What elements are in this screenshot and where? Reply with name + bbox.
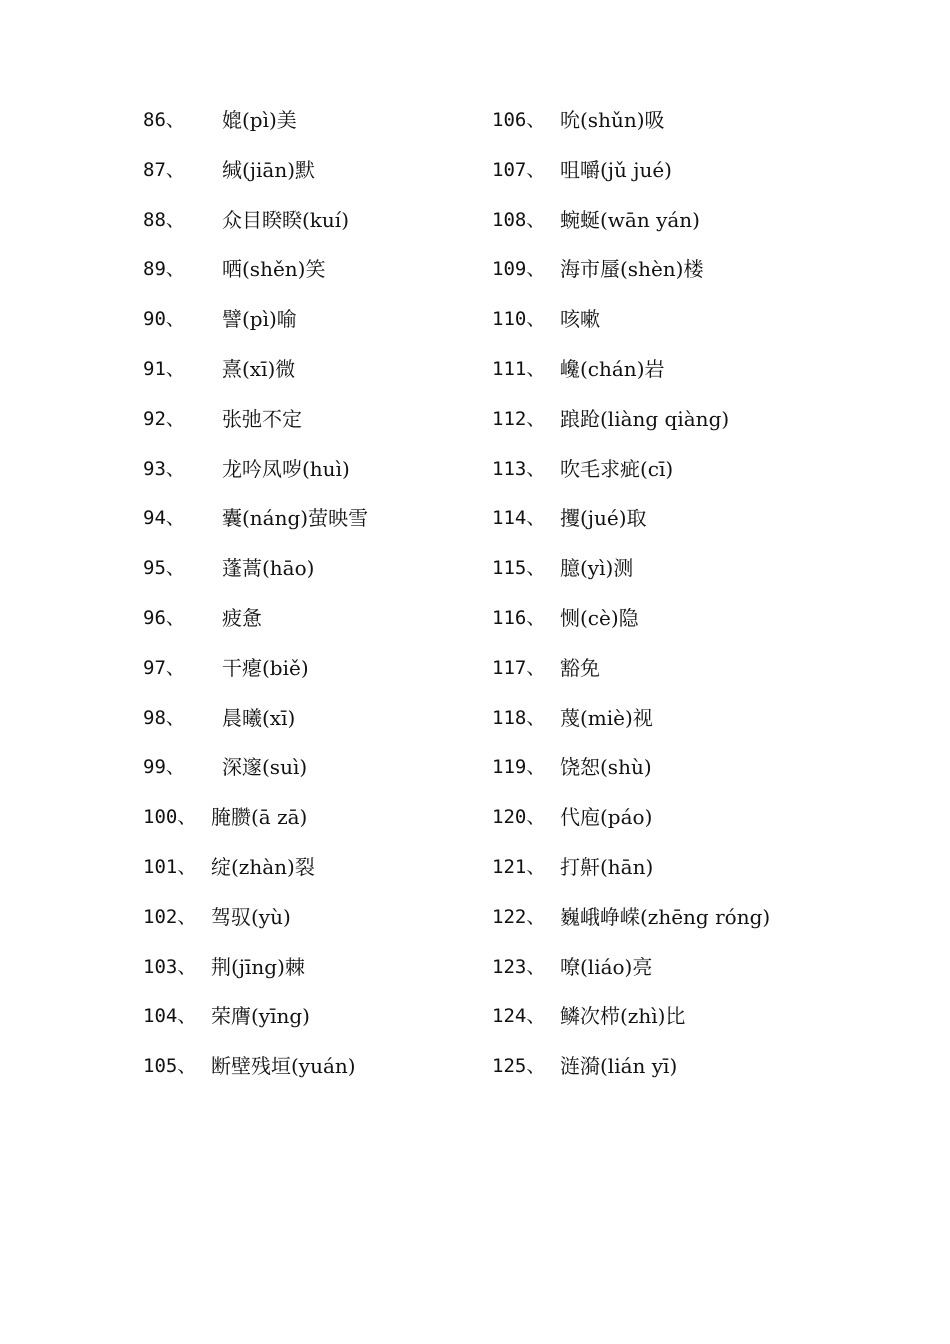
vocabulary-list-left	[143, 102, 473, 1098]
entry-number: 118、	[492, 706, 546, 729]
vocabulary-entry	[492, 152, 912, 202]
entry-text: 绽(zhàn)裂	[211, 854, 315, 879]
vocabulary-entry	[143, 351, 473, 401]
vocabulary-entry	[143, 600, 473, 650]
vocabulary-entry	[492, 749, 912, 799]
vocabulary-entry	[143, 301, 473, 351]
entry-text: 干瘪(biě)	[222, 655, 309, 680]
entry-text: 晨曦(xī)	[222, 705, 296, 730]
vocabulary-entry	[492, 351, 912, 401]
vocabulary-entry	[143, 998, 473, 1048]
entry-text: 众目睽睽(kuí)	[222, 207, 350, 232]
entry-text: 饶恕(shù)	[560, 755, 652, 780]
entry-text: 熹(xī)微	[222, 356, 296, 381]
entry-text: 龙吟凤哕(huì)	[222, 456, 350, 481]
entry-number: 95、	[143, 557, 185, 580]
entry-number: 124、	[492, 1005, 546, 1028]
vocabulary-entry	[143, 451, 473, 501]
entry-text: 鳞次栉(zhì)比	[560, 1004, 686, 1029]
entry-number: 94、	[143, 507, 185, 530]
vocabulary-entry	[143, 650, 473, 700]
entry-text: 媲(pì)美	[222, 108, 297, 132]
entry-number: 104、	[143, 1005, 197, 1028]
entry-number: 111、	[492, 357, 546, 380]
entry-text: 攫(jué)取	[560, 506, 647, 531]
entry-number: 121、	[492, 855, 546, 878]
entry-number: 91、	[143, 357, 185, 380]
vocabulary-entry	[492, 550, 912, 600]
vocabulary-entry	[492, 451, 912, 501]
entry-number: 119、	[492, 756, 546, 779]
vocabulary-entry	[492, 650, 912, 700]
vocabulary-entry	[143, 152, 473, 202]
entry-number: 123、	[492, 955, 546, 978]
vocabulary-entry	[143, 550, 473, 600]
vocabulary-entry	[143, 202, 473, 252]
entry-number: 97、	[143, 656, 185, 679]
entry-number: 106、	[492, 109, 546, 131]
entry-number: 99、	[143, 756, 185, 779]
entry-text: 咳嗽	[560, 307, 600, 332]
entry-text: 吹毛求疵(cī)	[560, 456, 674, 481]
entry-number: 89、	[143, 258, 185, 281]
entry-text: 断壁残垣(yuán)	[211, 1054, 356, 1079]
vocabulary-entry	[143, 1048, 473, 1098]
entry-text: 哂(shěn)笑	[222, 257, 326, 282]
entry-number: 105、	[143, 1055, 197, 1078]
entry-text: 海市蜃(shèn)楼	[560, 257, 704, 282]
entry-text: 蔑(miè)视	[560, 705, 653, 730]
entry-text: 恻(cè)隐	[560, 605, 639, 630]
entry-number: 101、	[143, 855, 197, 878]
entry-number: 100、	[143, 806, 197, 829]
vocabulary-entry	[492, 301, 912, 351]
vocabulary-entry	[143, 401, 473, 451]
vocabulary-entry	[143, 849, 473, 899]
entry-number: 87、	[143, 158, 185, 181]
vocabulary-entry	[143, 251, 473, 301]
entry-number: 113、	[492, 457, 546, 480]
entry-text: 打鼾(hān)	[560, 854, 654, 879]
entry-number: 90、	[143, 308, 185, 331]
entry-text: 臆(yì)测	[560, 556, 634, 581]
entry-number: 108、	[492, 208, 546, 231]
entry-text: 巉(chán)岩	[560, 356, 665, 381]
entry-text: 蓬蒿(hāo)	[222, 556, 315, 581]
vocabulary-entry	[143, 102, 473, 152]
vocabulary-entry	[492, 949, 912, 999]
vocabulary-entry	[492, 401, 912, 451]
vocabulary-entry	[492, 700, 912, 750]
entry-text: 涟漪(lián yī)	[560, 1054, 678, 1079]
entry-number: 114、	[492, 507, 546, 530]
entry-number: 120、	[492, 806, 546, 829]
entry-number: 98、	[143, 706, 185, 729]
vocabulary-entry	[492, 899, 912, 949]
vocabulary-entry	[143, 749, 473, 799]
entry-text: 代庖(páo)	[560, 805, 653, 830]
entry-text: 咀嚼(jǔ jué)	[560, 157, 672, 182]
vocabulary-entry	[143, 949, 473, 999]
entry-number: 96、	[143, 606, 185, 629]
entry-number: 107、	[492, 158, 546, 181]
entry-number: 122、	[492, 905, 546, 928]
vocabulary-entry	[492, 202, 912, 252]
vocabulary-entry	[492, 102, 912, 152]
vocabulary-entry	[492, 1048, 912, 1098]
entry-text: 荆(jīng)棘	[211, 954, 305, 979]
entry-text: 缄(jiān)默	[222, 157, 316, 182]
entry-number: 110、	[492, 308, 546, 331]
entry-text: 囊(náng)萤映雪	[222, 506, 369, 531]
entry-text: 譬(pì)喻	[222, 307, 297, 332]
entry-number: 88、	[143, 208, 185, 231]
entry-text: 疲惫	[222, 605, 262, 630]
entry-text: 荣膺(yīng)	[211, 1004, 310, 1029]
entry-text: 嘹(liáo)亮	[560, 954, 653, 979]
entry-number: 112、	[492, 407, 546, 430]
vocabulary-entry	[492, 600, 912, 650]
entry-text: 蜿蜒(wān yán)	[560, 207, 700, 232]
vocabulary-entry	[143, 500, 473, 550]
vocabulary-entry	[492, 998, 912, 1048]
entry-number: 116、	[492, 606, 546, 629]
vocabulary-list-right	[492, 102, 912, 1098]
entry-number: 92、	[143, 407, 185, 430]
entry-number: 115、	[492, 557, 546, 580]
vocabulary-entry	[143, 700, 473, 750]
vocabulary-entry	[492, 251, 912, 301]
entry-number: 125、	[492, 1055, 546, 1078]
entry-text: 驾驭(yù)	[211, 904, 291, 929]
vocabulary-entry	[492, 500, 912, 550]
entry-text: 豁免	[560, 655, 600, 680]
entry-text: 巍峨峥嵘(zhēng róng)	[560, 904, 771, 929]
entry-text: 吮(shǔn)吸	[560, 108, 665, 132]
entry-text: 张弛不定	[222, 406, 302, 431]
entry-text: 踉跄(liàng qiàng)	[560, 406, 730, 431]
vocabulary-entry	[143, 799, 473, 849]
entry-number: 103、	[143, 955, 197, 978]
entry-number: 86、	[143, 109, 185, 131]
entry-text: 腌臜(ā zā)	[211, 805, 308, 830]
entry-number: 109、	[492, 258, 546, 281]
entry-number: 102、	[143, 905, 197, 928]
entry-text: 深邃(suì)	[222, 755, 308, 780]
vocabulary-entry	[143, 899, 473, 949]
entry-number: 93、	[143, 457, 185, 480]
entry-number: 117、	[492, 656, 546, 679]
vocabulary-entry	[492, 849, 912, 899]
vocabulary-entry	[492, 799, 912, 849]
